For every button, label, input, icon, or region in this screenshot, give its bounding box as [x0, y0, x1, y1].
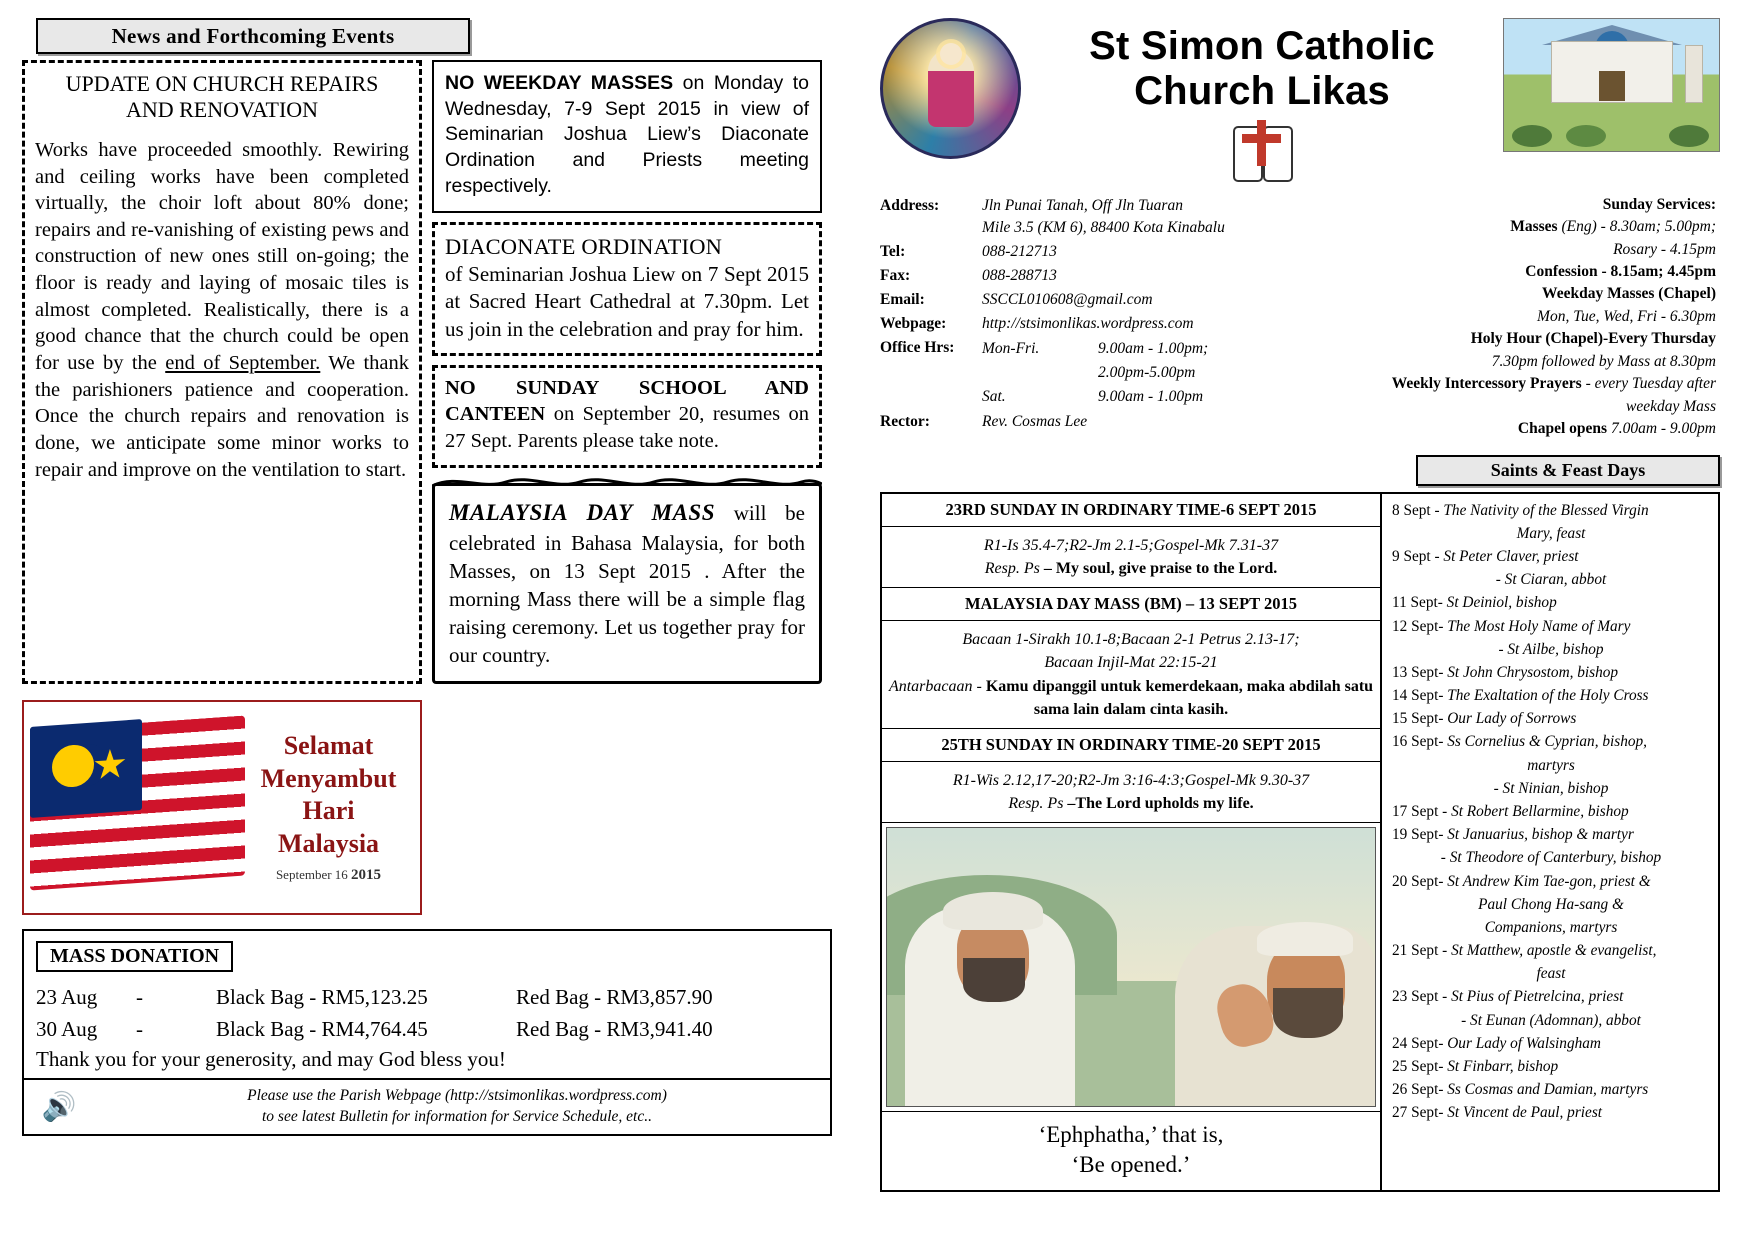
- left-column: [22, 18, 862, 1222]
- saint-entry-continuation: martyrs: [1527, 756, 1575, 774]
- services-intercessory-text: - every Tuesday after weekday Mass: [1581, 375, 1716, 415]
- contact-row-webpage: [880, 312, 1229, 336]
- address-label: Address:: [880, 196, 940, 214]
- services-masses-line: [1390, 216, 1716, 238]
- saints-section-header: Saints & Feast Days: [1416, 455, 1720, 486]
- saint-text: - Ss Cornelius & Cyprian, bishop,: [1438, 733, 1647, 751]
- reading-responsorial: [888, 675, 1374, 721]
- malaysia-day-mass-box: [432, 483, 822, 684]
- services-masses-time: - 8.30am; 5.00pm;: [1600, 218, 1716, 236]
- contact-row-rector: [880, 410, 1229, 434]
- saint-entry: [1392, 801, 1710, 823]
- saint-text: - St Vincent de Paul, priest: [1438, 1104, 1603, 1122]
- malaysia-day-mass-text: will be celebrated in Bahasa Malaysia, for both Masses, on 13 Sept 2015 . After the morning Mass there will be a simple flag raising ceremony. Let us together pray for our country.: [449, 500, 805, 668]
- services-masses-label: Masses: [1510, 218, 1558, 236]
- saint-entry: [1392, 592, 1710, 614]
- saint-date: 26 Sept: [1392, 1081, 1439, 1099]
- donation-black-bag: Black Bag - RM5,123.25: [216, 985, 428, 1010]
- saint-date: 9 Sept: [1392, 548, 1431, 566]
- saint-date: 19 Sept: [1392, 826, 1439, 844]
- church-repairs-body-part1: Works have proceeded smoothly. Rewiring and ceiling works have been completed virtually, the choir loft about 80% done; repairs and re-vanishing of existing pews and construction of new ones still on-going; the floor is ready and laying of mosaic tiles is almost completed. Realistically, there is a good chance that the church could be open for use by the: [35, 138, 409, 375]
- flag-date-year: 2015: [351, 867, 382, 884]
- saint-entry: [1392, 1033, 1710, 1055]
- donation-red-bag: Red Bag - RM3,941.40: [516, 1016, 713, 1041]
- readings-and-saints-row: [880, 492, 1720, 1192]
- donation-red-bag: Red Bag - RM3,857.90: [516, 985, 713, 1010]
- page-title-line1: St Simon Catholic: [1089, 24, 1435, 68]
- no-sunday-school-text: on September 20, resumes on 27 Sept. Parents please take note.: [445, 403, 809, 453]
- footer-note: [22, 1080, 832, 1136]
- flag-star-icon: ★: [92, 740, 128, 788]
- church-repairs-body-part2: We thank the parishioners patience and cooperation. Once the church repairs and renovation is done, we anticipate some minor works to repair and improve on the ventilation to start.: [35, 352, 409, 481]
- donation-date: 30 Aug: [36, 1016, 98, 1041]
- fax-label: Fax:: [880, 266, 911, 284]
- saint-text: - The Most Holy Name of Mary: [1438, 617, 1631, 635]
- saint-text: - St Deiniol, bishop: [1437, 594, 1557, 612]
- services-weekday-label: Weekday Masses (Chapel): [1542, 285, 1716, 303]
- saint-entry: [1392, 871, 1710, 893]
- office-days-blank: [982, 361, 1098, 385]
- sunday-services: [1390, 194, 1720, 441]
- contact-row-fax: [880, 264, 1229, 288]
- saint-date: 8 Sept: [1392, 501, 1431, 519]
- saint-text: - St Finbarr, bishop: [1438, 1057, 1559, 1075]
- stained-glass-icon: [880, 18, 1021, 159]
- saint-entry-continuation: - St Theodore of Canterbury, bishop: [1440, 849, 1662, 867]
- church-repairs-body: [35, 137, 409, 483]
- church-photo: [1503, 18, 1720, 152]
- saint-text: - Our Lady of Walsingham: [1438, 1034, 1601, 1052]
- services-holy-hour-time: 7.30pm followed by Mass at 8.30pm: [1491, 352, 1716, 370]
- church-door: [1599, 71, 1625, 101]
- saint-text: - St Peter Claver, priest: [1430, 548, 1579, 566]
- reading-body: [882, 621, 1380, 729]
- saint-entry: [1392, 731, 1710, 753]
- no-weekday-masses-box: [432, 60, 822, 213]
- reading-heading: MALAYSIA DAY MASS (BM) – 13 SEPT 2015: [882, 588, 1380, 621]
- donation-thanks-text: Thank you for your generosity, and may God bless you!: [36, 1047, 506, 1072]
- reading-body: [882, 527, 1380, 588]
- no-weekday-masses-lead: NO WEEKDAY MASSES: [445, 72, 674, 94]
- gospel-caption-line2: ‘Be opened.’: [1071, 1151, 1191, 1177]
- office-hours-weekday-2: [982, 361, 1212, 385]
- malaysia-flag-panel: [22, 700, 422, 915]
- donation-dash: -: [136, 1016, 143, 1041]
- saint-date: 24 Sept: [1392, 1034, 1439, 1052]
- services-holy-hour-text: -Every Thursday: [1603, 330, 1716, 348]
- flag-text-line3: Hari: [302, 796, 355, 826]
- saint-text: - Our Lady of Sorrows: [1438, 710, 1577, 728]
- saint-text: - St Matthew, apostle & evangelist,: [1438, 942, 1657, 960]
- donation-row: [36, 982, 818, 1014]
- services-holy-hour-line: [1390, 328, 1716, 350]
- tel-value: 088-212713: [982, 242, 1057, 260]
- services-holy-hour-label: Holy Hour (Chapel): [1470, 330, 1604, 348]
- saint-date: 21 Sept: [1392, 942, 1439, 960]
- church-repairs-deadline: end of September.: [165, 352, 321, 375]
- tel-label: Tel:: [880, 242, 906, 260]
- speaker-icon: 🔊: [41, 1092, 77, 1124]
- reading-references: R1-Wis 2.12,17-20;R2-Jm 3:16-4:3;Gospel-Mk 9.30-37: [952, 771, 1310, 789]
- saint-entry: [1392, 1056, 1710, 1078]
- illustration-headcloth-right: [1257, 922, 1353, 956]
- footer-note-line1: Please use the Parish Webpage (http://stsimonlikas.wordpress.com): [247, 1087, 667, 1105]
- saint-date: 17 Sept: [1392, 802, 1439, 820]
- saint-text: - St Pius of Pietrelcina, priest: [1438, 988, 1624, 1006]
- no-sunday-school-lead: NO SUNDAY SCHOOL AND CANTEEN: [445, 376, 809, 426]
- illustration-beard-left: [963, 958, 1025, 1002]
- church-repairs-title: [35, 71, 409, 123]
- no-sunday-school-box: [432, 365, 822, 468]
- gospel-caption: [882, 1111, 1380, 1190]
- donation-black-bag: Black Bag - RM4,764.45: [216, 1016, 428, 1041]
- flag-panel-text: [245, 730, 420, 885]
- illustration-headcloth-left: [943, 892, 1043, 930]
- flag-text-line4: Malaysia: [277, 828, 380, 858]
- responsorial-text: Kamu dipanggil untuk kemerdekaan, maka abdilah satu sama lain dalam cinta kasih.: [985, 677, 1374, 718]
- saint-date: 13 Sept: [1392, 663, 1439, 681]
- services-chapel-time: 7.00am - 9.00pm: [1607, 420, 1716, 438]
- mass-donation-title: MASS DONATION: [36, 941, 233, 972]
- office-time-weekday-2: 2.00pm-5.00pm: [1098, 363, 1196, 381]
- responsorial-label: Resp. Ps: [984, 559, 1044, 577]
- services-intercessory-label: Weekly Intercessory Prayers: [1391, 375, 1582, 393]
- email-label: Email:: [880, 290, 925, 308]
- responsorial-label: Resp. Ps: [1008, 795, 1068, 813]
- office-time-weekday-1: 9.00am - 1.00pm;: [1098, 339, 1209, 357]
- saint-entry: [1392, 824, 1710, 846]
- contact-details: [880, 194, 1380, 441]
- office-hours-value: [982, 336, 1229, 410]
- flag-date-prefix: September 16: [275, 867, 352, 883]
- reading-body: [882, 762, 1380, 823]
- no-weekday-masses-text: on Monday to Wednesday, 7-9 Sept 2015 in view of Seminarian Joshua Liew’s Diaconate Ordination and Priests meeting respectively.: [445, 72, 809, 197]
- donation-dash: -: [136, 985, 143, 1010]
- cross-vertical: [1257, 120, 1266, 166]
- saint-date: 23 Sept: [1392, 988, 1439, 1006]
- saint-date: 14 Sept: [1392, 687, 1439, 705]
- saint-entry: [1392, 685, 1710, 707]
- saint-entry-continuation: Paul Chong Ha-sang &: [1478, 895, 1624, 913]
- saint-text: - St Robert Bellarmine, bishop: [1438, 802, 1629, 820]
- contact-row-address: [880, 194, 1229, 240]
- church-repairs-title-line1: UPDATE ON CHURCH REPAIRS: [65, 71, 379, 96]
- office-hours-saturday: [982, 385, 1212, 409]
- office-hours-weekday: [982, 337, 1212, 361]
- stained-glass-head: [940, 43, 962, 65]
- reading-heading: 23RD SUNDAY IN ORDINARY TIME-6 SEPT 2015: [882, 494, 1380, 527]
- gospel-caption-line1: ‘Ephphatha,’ that is,: [1038, 1121, 1224, 1147]
- saint-date: 27 Sept: [1392, 1104, 1439, 1122]
- malaysia-day-mass-title: MALAYSIA DAY MASS: [449, 499, 716, 525]
- page-title: [1031, 24, 1493, 114]
- saint-entry: [1392, 662, 1710, 684]
- saints-list: [1382, 494, 1718, 1190]
- responsorial-label: Antarbacaan -: [888, 677, 986, 695]
- flag-text-line1: Selamat: [283, 731, 374, 761]
- masthead: [880, 18, 1720, 182]
- saint-text: - The Exaltation of the Holy Cross: [1438, 687, 1649, 705]
- saint-date: 25 Sept: [1392, 1057, 1439, 1075]
- saint-entry: [1392, 1102, 1710, 1124]
- services-chapel-line: [1390, 418, 1716, 440]
- saint-entry: [1392, 708, 1710, 730]
- contact-row-tel: [880, 240, 1229, 264]
- mass-donation-box: [22, 929, 832, 1080]
- reading-references: R1-Is 35.4-7;R2-Jm 2.1-5;Gospel-Mk 7.31-37: [983, 536, 1279, 554]
- saint-text: - St Januarius, bishop & martyr: [1438, 826, 1634, 844]
- saint-date: 15 Sept: [1392, 710, 1439, 728]
- services-heading: Sunday Services:: [1602, 195, 1716, 213]
- malaysia-flag-icon: [30, 713, 245, 903]
- rector-label: Rector:: [880, 412, 930, 430]
- reading-responsorial: [888, 792, 1374, 815]
- saint-entry-continuation: Companions, martyrs: [1484, 918, 1618, 936]
- illustration-beard-right: [1273, 988, 1343, 1038]
- saint-entry-continuation: - St Eunan (Adomnan), abbot: [1461, 1011, 1641, 1029]
- services-masses-lang: (Eng): [1557, 218, 1601, 236]
- photo-bush: [1566, 125, 1606, 147]
- diaconate-ordination-box: [432, 222, 822, 356]
- reading-references-line2: Bacaan Injil-Mat 22:15-21: [1044, 654, 1218, 672]
- saint-entry-continuation: - St Ailbe, bishop: [1498, 640, 1604, 658]
- saint-entry: [1392, 1079, 1710, 1101]
- title-block: [1031, 18, 1493, 182]
- saint-entry-continuation: - St Ninian, bishop: [1493, 779, 1609, 797]
- office-time-saturday: 9.00am - 1.00pm: [1098, 387, 1204, 405]
- donation-date: 23 Aug: [36, 985, 98, 1010]
- gospel-illustration: [886, 827, 1376, 1107]
- saint-date: 16 Sept: [1392, 733, 1439, 751]
- office-days-weekday: Mon-Fri.: [982, 339, 1040, 357]
- saint-entry: [1392, 616, 1710, 638]
- wavy-border-decoration: [432, 474, 822, 490]
- responsorial-text: –The Lord upholds my life.: [1067, 795, 1254, 813]
- services-weekday-time: Mon, Tue, Wed, Fri - 6.30pm: [1537, 307, 1716, 325]
- saint-entry-continuation: Mary, feast: [1516, 524, 1586, 542]
- donation-row: [36, 1014, 818, 1046]
- webpage-value[interactable]: http://stsimonlikas.wordpress.com: [982, 314, 1194, 332]
- flag-date: [245, 866, 412, 885]
- church-tower: [1685, 45, 1703, 103]
- saint-entry: [1392, 500, 1710, 522]
- left-notices-stack: [432, 60, 822, 684]
- address-value: [982, 194, 1229, 240]
- services-intercessory-line: [1390, 373, 1716, 418]
- services-rosary: Rosary - 4.15pm: [1613, 240, 1716, 258]
- saint-date: 12 Sept: [1392, 617, 1439, 635]
- readings-column: [882, 494, 1382, 1190]
- office-days-saturday: Sat.: [982, 387, 1006, 405]
- diaconate-ordination-text: of Seminarian Joshua Liew on 7 Sept 2015 at Sacred Heart Cathedral at 7.30pm. Let us join in the celebration and pray for him.: [445, 261, 809, 341]
- saint-text: - Ss Cosmas and Damian, martyrs: [1438, 1081, 1649, 1099]
- photo-bush: [1669, 125, 1709, 147]
- photo-bush: [1512, 125, 1552, 147]
- saint-text: - The Nativity of the Blessed Virgin: [1430, 501, 1649, 519]
- footer-note-line2: to see latest Bulletin for information for Service Schedule, etc..: [262, 1108, 652, 1126]
- footer-note-text: [96, 1086, 818, 1128]
- saint-entry: [1392, 986, 1710, 1008]
- office-hours-label: Office Hrs:: [880, 338, 955, 356]
- reading-responsorial: [888, 557, 1374, 580]
- right-column: [880, 18, 1720, 1222]
- saint-entry: [1392, 940, 1710, 962]
- contact-row-email: [880, 288, 1229, 312]
- reading-heading: 25TH SUNDAY IN ORDINARY TIME-20 SEPT 2015: [882, 729, 1380, 762]
- services-confession: Confession - 8.15am; 4.45pm: [1525, 263, 1716, 280]
- church-repairs-box: [22, 60, 422, 684]
- rector-value: Rev. Cosmas Lee: [982, 412, 1088, 430]
- diaconate-ordination-title: DIACONATE ORDINATION: [445, 233, 723, 259]
- responsorial-text: – My soul, give praise to the Lord.: [1043, 559, 1278, 577]
- fax-value: 088-288713: [982, 266, 1057, 284]
- flag-text-line2: Menyambut: [260, 763, 397, 793]
- saint-entry: [1392, 546, 1710, 568]
- saint-text: - St John Chrysostom, bishop: [1438, 663, 1619, 681]
- saint-date: 20 Sept: [1392, 872, 1439, 890]
- webpage-label: Webpage:: [880, 314, 947, 332]
- cross-and-scrolls-icon: [1217, 124, 1307, 182]
- address-line2: Mile 3.5 (KM 6), 88400 Kota Kinabalu: [982, 218, 1225, 236]
- church-repairs-title-line2: AND RENOVATION: [125, 96, 319, 122]
- cross-horizontal: [1242, 134, 1281, 143]
- saint-entry-continuation: - St Ciaran, abbot: [1495, 571, 1607, 589]
- email-value[interactable]: SSCCL010608@gmail.com: [982, 290, 1153, 308]
- services-chapel-label: Chapel opens: [1517, 420, 1608, 438]
- left-top-row: [22, 60, 862, 684]
- page-title-line2: Church Likas: [1134, 68, 1390, 113]
- saint-date: 11 Sept: [1392, 594, 1438, 612]
- address-line1: Jln Punai Tanah, Off Jln Tuaran: [982, 196, 1183, 214]
- saint-entry-continuation: feast: [1536, 965, 1566, 983]
- saint-text: - St Andrew Kim Tae-gon, priest &: [1438, 872, 1651, 890]
- contact-row-office-hours: [880, 336, 1229, 410]
- info-row: [880, 194, 1720, 441]
- reading-references-line1: Bacaan 1-Sirakh 10.1-8;Bacaan 2-1 Petrus 2.13-17;: [962, 631, 1300, 649]
- news-section-header: News and Forthcoming Events: [36, 18, 470, 54]
